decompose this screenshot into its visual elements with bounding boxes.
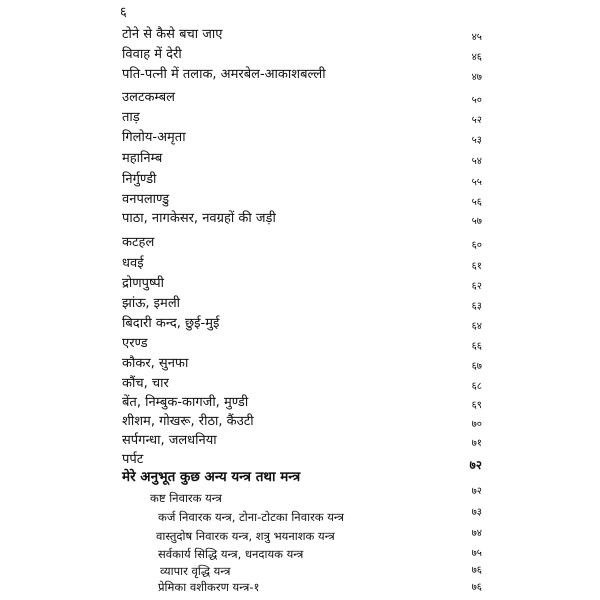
toc-entry-title: कटहल bbox=[122, 235, 155, 250]
toc-entry-title: पर्पट bbox=[122, 452, 144, 467]
toc-entry-title: विवाह में देरी bbox=[122, 47, 182, 62]
toc-entry bbox=[0, 209, 600, 228]
toc-entry bbox=[0, 374, 600, 393]
section-title: मेरे अनुभूत कुछ अन्य यन्त्र तथा मन्त्र bbox=[122, 469, 301, 485]
toc-entry-title: पाठा, नागकेसर, नवग्रहों की जड़ी bbox=[122, 211, 276, 226]
toc-entry bbox=[0, 431, 600, 450]
toc-entry bbox=[0, 294, 600, 313]
toc-subentry-title: व्यापार वृद्धि यन्त्र bbox=[160, 564, 231, 578]
toc-entry-page: ६२ bbox=[471, 281, 482, 292]
toc-subentry-title: वास्तुदोष निवारक यन्त्र, शत्रु भयनाशक यन्त्र bbox=[156, 529, 335, 543]
toc-entry-title: झांऊ, इमली bbox=[122, 296, 181, 311]
toc-entry bbox=[0, 233, 600, 252]
toc-subentry bbox=[0, 578, 600, 597]
toc-entry-title: शीशम, गोखरू, रीठा, कैंउटी bbox=[122, 414, 254, 429]
toc-entry bbox=[0, 254, 600, 273]
toc-subentry-title: कर्ज निवारक यन्त्र, टोना-टोटका निवारक यन्त्र bbox=[158, 510, 345, 524]
toc-entry bbox=[0, 170, 600, 189]
toc-entry-title: गिलोय-अमृता bbox=[122, 130, 186, 145]
toc-entry-page: ५३ bbox=[471, 135, 482, 146]
toc-entry bbox=[0, 393, 600, 412]
toc-entry bbox=[0, 314, 600, 333]
toc-entry-page: ७० bbox=[471, 419, 482, 430]
toc-entry bbox=[0, 25, 600, 44]
toc-entry-title: वनपलाण्डु bbox=[122, 192, 170, 207]
toc-entry-title: उलटकम्बल bbox=[122, 90, 175, 105]
toc-entry-page: ४७ bbox=[471, 72, 482, 83]
toc-entry bbox=[0, 334, 600, 353]
toc-entry-page: ५५ bbox=[471, 177, 482, 188]
toc-entry-page: ४५ bbox=[471, 32, 482, 43]
toc-subentry-page: ७४ bbox=[471, 528, 482, 539]
toc-entry-page: ४६ bbox=[471, 52, 482, 63]
toc-entry-page: ६९ bbox=[471, 400, 482, 411]
toc-subentry-page: ७२ bbox=[471, 486, 482, 497]
toc-entry-title: महानिम्ब bbox=[122, 151, 163, 166]
toc-entry-page: ५२ bbox=[471, 115, 482, 126]
toc-subentry bbox=[0, 508, 600, 527]
toc-entry bbox=[0, 128, 600, 147]
toc-entry-title: बिदारी कन्द, छुई-मुई bbox=[122, 316, 220, 331]
toc-entry bbox=[0, 65, 600, 84]
toc-entry-title: कौंच, चार bbox=[122, 376, 169, 391]
toc-subentry-title: प्रेमिका वशीकरण यन्त्र-१ bbox=[158, 580, 260, 594]
toc-entry-title: पति-पत्नी में तलाक, अमरबेल-आकाशबल्ली bbox=[122, 67, 326, 82]
toc-entry-page: ५० bbox=[471, 95, 482, 106]
toc-entry-page: ६८ bbox=[471, 381, 482, 392]
toc-subentry-page: ७६ bbox=[471, 565, 482, 576]
toc-entry-page: ६१ bbox=[471, 261, 482, 272]
toc-entry-title: सर्पगन्धा, जलधनिया bbox=[122, 433, 217, 448]
toc-entry-page: ७१ bbox=[471, 438, 482, 449]
toc-entry-title: बेंत, निम्बुक-कागजी, मुण्डी bbox=[122, 395, 249, 410]
toc-entry bbox=[0, 190, 600, 209]
toc-entry-page: ६७ bbox=[471, 361, 482, 372]
toc-entry bbox=[0, 274, 600, 293]
toc-entry-page: ५४ bbox=[471, 156, 482, 167]
toc-entry bbox=[0, 354, 600, 373]
toc-subentry-title: सर्वकार्य सिद्धि यन्त्र, धनदायक यन्त्र bbox=[158, 547, 304, 561]
section-page: ७२ bbox=[469, 458, 482, 472]
toc-entry bbox=[0, 108, 600, 127]
toc-subentry-title: कष्ट निवारक यन्त्र bbox=[150, 491, 222, 505]
toc-entry bbox=[0, 149, 600, 168]
toc-entry-title: द्रोणपुष्पी bbox=[122, 276, 164, 291]
page-number: ६ bbox=[120, 5, 127, 20]
toc-entry-title: धवई bbox=[122, 256, 144, 271]
toc-entry-page: ५७ bbox=[471, 216, 482, 227]
toc-entry-page: ६३ bbox=[471, 301, 482, 312]
toc-subentry bbox=[0, 527, 600, 546]
toc-subentry-page: ७६ bbox=[471, 582, 482, 593]
toc-entry-title: निर्गुण्डी bbox=[122, 172, 157, 187]
toc-subentry bbox=[0, 486, 600, 508]
toc-subentry-page: ७३ bbox=[471, 507, 482, 518]
toc-entry-page: ६६ bbox=[471, 341, 482, 352]
toc-entry-title: कौकर, सुनफा bbox=[122, 356, 189, 371]
toc-entry-title: टोने से कैसे बचा जाए bbox=[122, 27, 223, 42]
toc-entry-page: ५६ bbox=[471, 197, 482, 208]
toc-entry-page: ६४ bbox=[471, 321, 482, 332]
toc-entry-page: ६० bbox=[471, 240, 482, 251]
toc-subentry-page: ७५ bbox=[471, 548, 482, 559]
toc-entry bbox=[0, 45, 600, 64]
toc-entry bbox=[0, 88, 600, 107]
toc-entry-title: एरण्ड bbox=[122, 336, 148, 351]
toc-entry-title: ताड़ bbox=[122, 110, 140, 125]
toc-entry bbox=[0, 412, 600, 431]
